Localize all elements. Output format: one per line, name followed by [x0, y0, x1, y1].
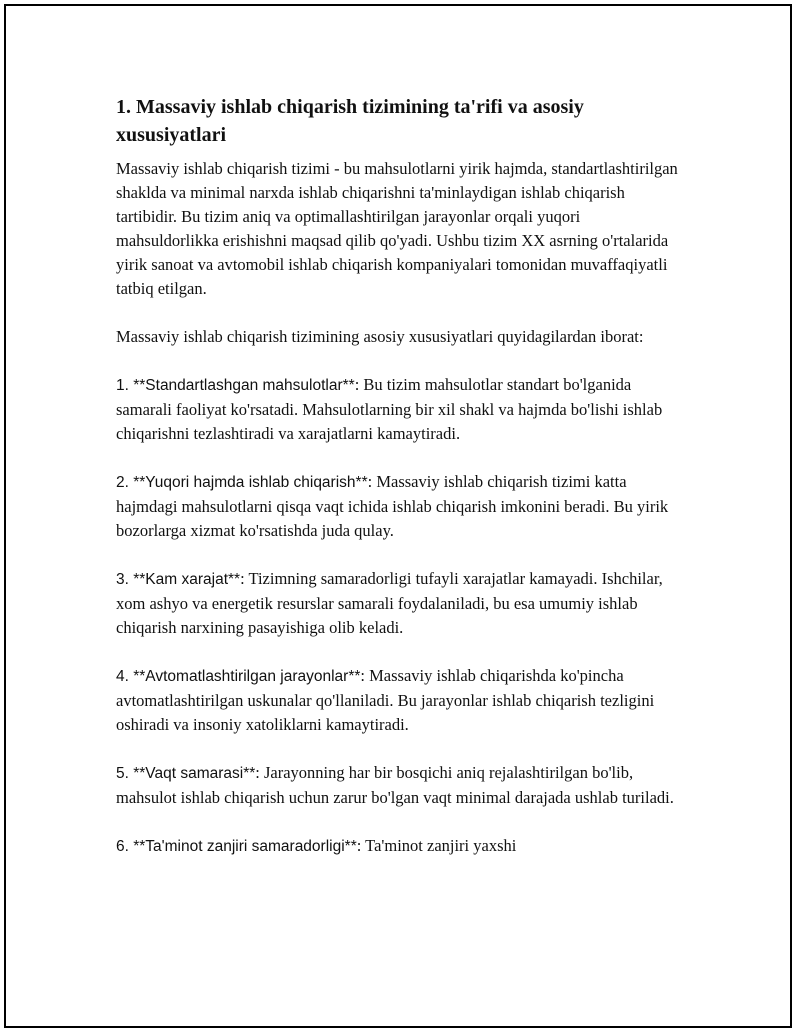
list-item	[116, 470, 678, 543]
list-item	[116, 834, 678, 859]
list-item-heading: 4. **Avtomatlashtirilgan jarayonlar**	[116, 668, 361, 685]
list-item-heading: 3. **Kam xarajat**	[116, 571, 241, 588]
list-item-text: : Tizimning samaradorligi tufayli xarajatlar kamayadi. Ishchilar, xom ashyo va energetik resurslar samarali foydalaniladi, bu esa umumiy ishlab chiqarish narxining pasayishiga olib keladi.	[116, 569, 663, 637]
list-item	[116, 373, 678, 446]
document-title: 1. Massaviy ishlab chiqarish tizimining ta'rifi va asosiy xususiyatlari	[116, 96, 584, 146]
list-item-heading: 6. **Ta'minot zanjiri samaradorligi**	[116, 838, 357, 855]
list-item-text: : Massaviy ishlab chiqarish tizimi katta hajmdagi mahsulotlarni qisqa vaqt ichida ishlab chiqarish imkonini beradi. Bu yirik bozorlarga xizmat ko'rsatishda juda qulay.	[116, 472, 669, 540]
list-item-text: : Massaviy ishlab chiqarishda ko'pincha avtomatlashtirilgan uskunalar qo'llaniladi. Bu jarayonlar ishlab chiqarish tezligini oshiradi va insoniy xatoliklarni kamaytiradi.	[116, 666, 655, 734]
list-item-heading: 2. **Yuqori hajmda ishlab chiqarish**	[116, 474, 368, 491]
features-intro-paragraph: Massaviy ishlab chiqarish tizimining asosiy xususiyatlari quyidagilardan iborat:	[116, 327, 644, 346]
list-item	[116, 567, 678, 640]
document-body	[116, 93, 678, 883]
list-item-heading: 5. **Vaqt samarasi**	[116, 765, 256, 782]
list-item-text: : Ta'minot zanjiri yaxshi	[356, 836, 517, 855]
list-item	[116, 664, 678, 737]
list-item-text: : Bu tizim mahsulotlar standart bo'lganida samarali faoliyat ko'rsatadi. Mahsulotlarning bir xil shakl va hajmda bo'lishi ishlab chiqarishni tezlashtiradi va xarajatlarni kamaytiradi.	[116, 375, 663, 443]
intro-paragraph: Massaviy ishlab chiqarish tizimi - bu mahsulotlarni yirik hajmda, standartlashtirilgan shaklda va minimal narxda ishlab chiqarishni ta'minlaydigan ishlab chiqarish tartibidir. Bu tizim aniq va optimallashtirilgan jarayonlar orqali yuqori mahsuldorlikka erishishni maqsad qilib qo'yadi. Ushbu tizim XX asrning o'rtalarida yirik sanoat va avtomobil ishlab chiqarish kompaniyalari tomonidan muvaffaqiyatli tatbiq etilgan.	[116, 159, 678, 298]
list-item-text: : Jarayonning har bir bosqichi aniq rejalashtirilgan bo'lib, mahsulot ishlab chiqarish uchun zarur bo'lgan vaqt minimal darajada ushlab turiladi.	[116, 763, 674, 807]
list-item-heading: 1. **Standartlashgan mahsulotlar**	[116, 377, 355, 394]
list-item	[116, 761, 678, 810]
